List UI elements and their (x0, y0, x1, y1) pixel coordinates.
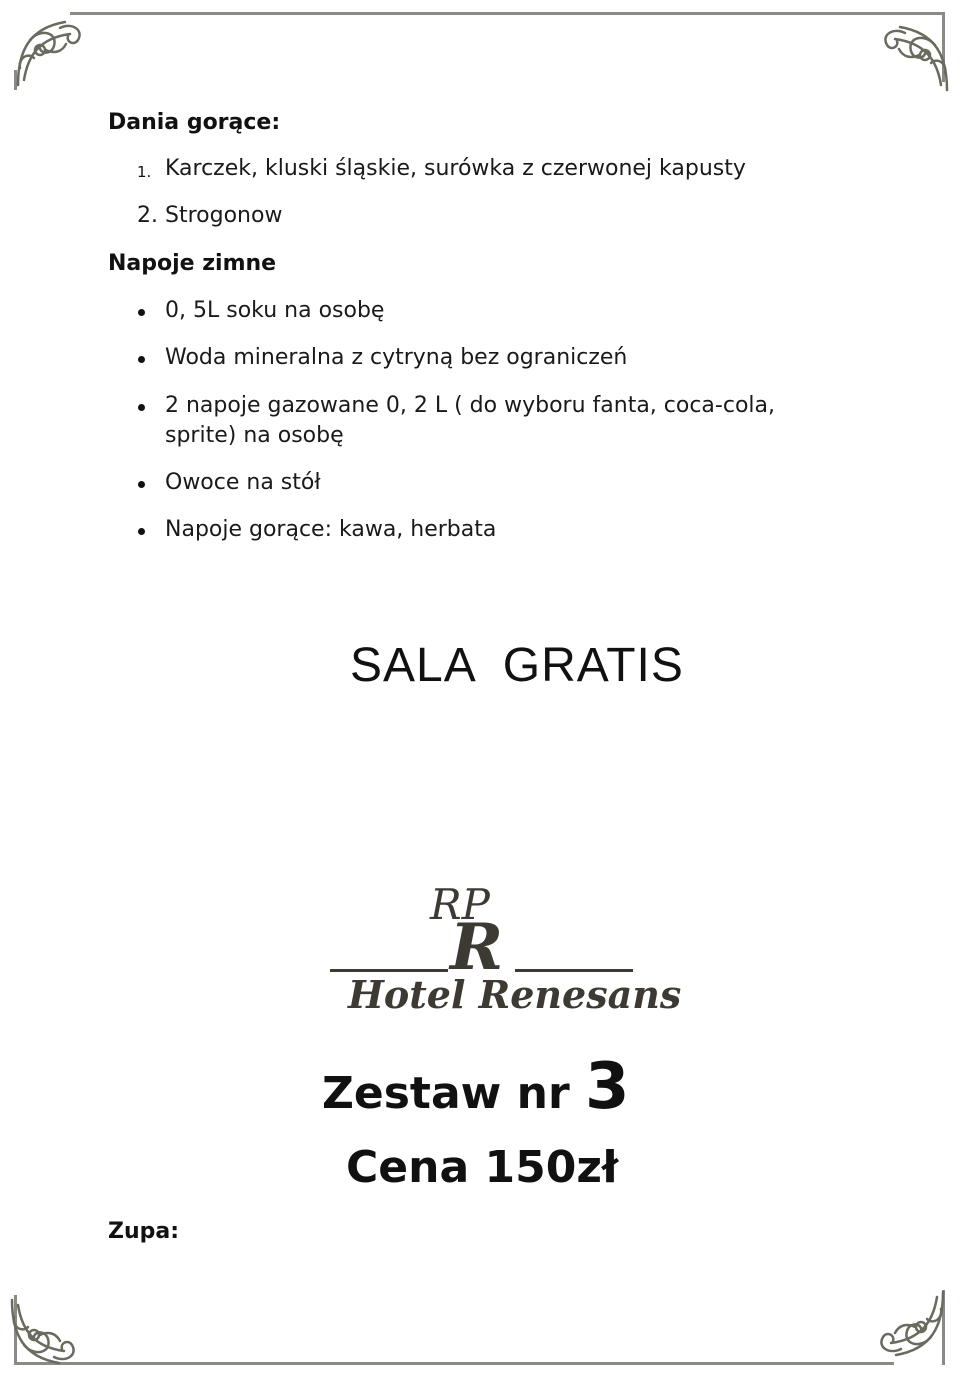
bullet-5 (138, 528, 145, 535)
corner-ornament-bottom-right (856, 1272, 951, 1367)
bullet-4 (138, 481, 145, 488)
frame-top-line (70, 12, 944, 15)
bullet-2 (138, 356, 145, 363)
cold-drink-item-4: Owoce na stół (165, 470, 321, 495)
hot-dish-item-2: Strogonow (165, 203, 283, 228)
set-price: Cena 150zł (346, 1142, 619, 1193)
set-title (322, 1050, 630, 1124)
corner-ornament-top-right (860, 15, 955, 110)
corner-ornament-top-left (10, 10, 105, 105)
cold-drink-item-1: 0, 5L soku na osobę (165, 298, 385, 323)
sala-gratis-title: SALA GRATIS (350, 639, 684, 692)
bullet-3 (138, 404, 145, 411)
soup-heading: Zupa: (108, 1219, 180, 1244)
logo-hotel-name: Hotel Renesans (348, 972, 682, 1017)
hot-dish-number-2: 2. (137, 203, 158, 228)
cold-drinks-heading: Napoje zimne (108, 251, 277, 276)
frame-bottom-line (14, 1362, 894, 1365)
logo-monogram-main: R (450, 910, 504, 985)
cold-drink-item-3: 2 napoje gazowane 0, 2 L ( do wyboru fanta, coca-cola, (165, 393, 775, 418)
hot-dishes-heading: Dania gorące: (108, 110, 281, 135)
hot-dish-item-1: Karczek, kluski śląskie, surówka z czerwonej kapusty (165, 156, 746, 181)
set-number: 3 (584, 1050, 630, 1124)
bullet-1 (138, 309, 145, 316)
cold-drink-item-5: Napoje gorące: kawa, herbata (165, 517, 497, 542)
cold-drink-item-3-line2: sprite) na osobę (165, 423, 344, 448)
set-title-prefix: Zestaw nr (322, 1068, 585, 1119)
hotel-logo (330, 880, 682, 1020)
logo-monogram-top: RP (430, 880, 490, 929)
corner-ornament-bottom-left (4, 1280, 99, 1375)
hot-dish-number-1: 1. (137, 163, 152, 181)
cold-drink-item-2: Woda mineralna z cytryną bez ograniczeń (165, 345, 628, 370)
